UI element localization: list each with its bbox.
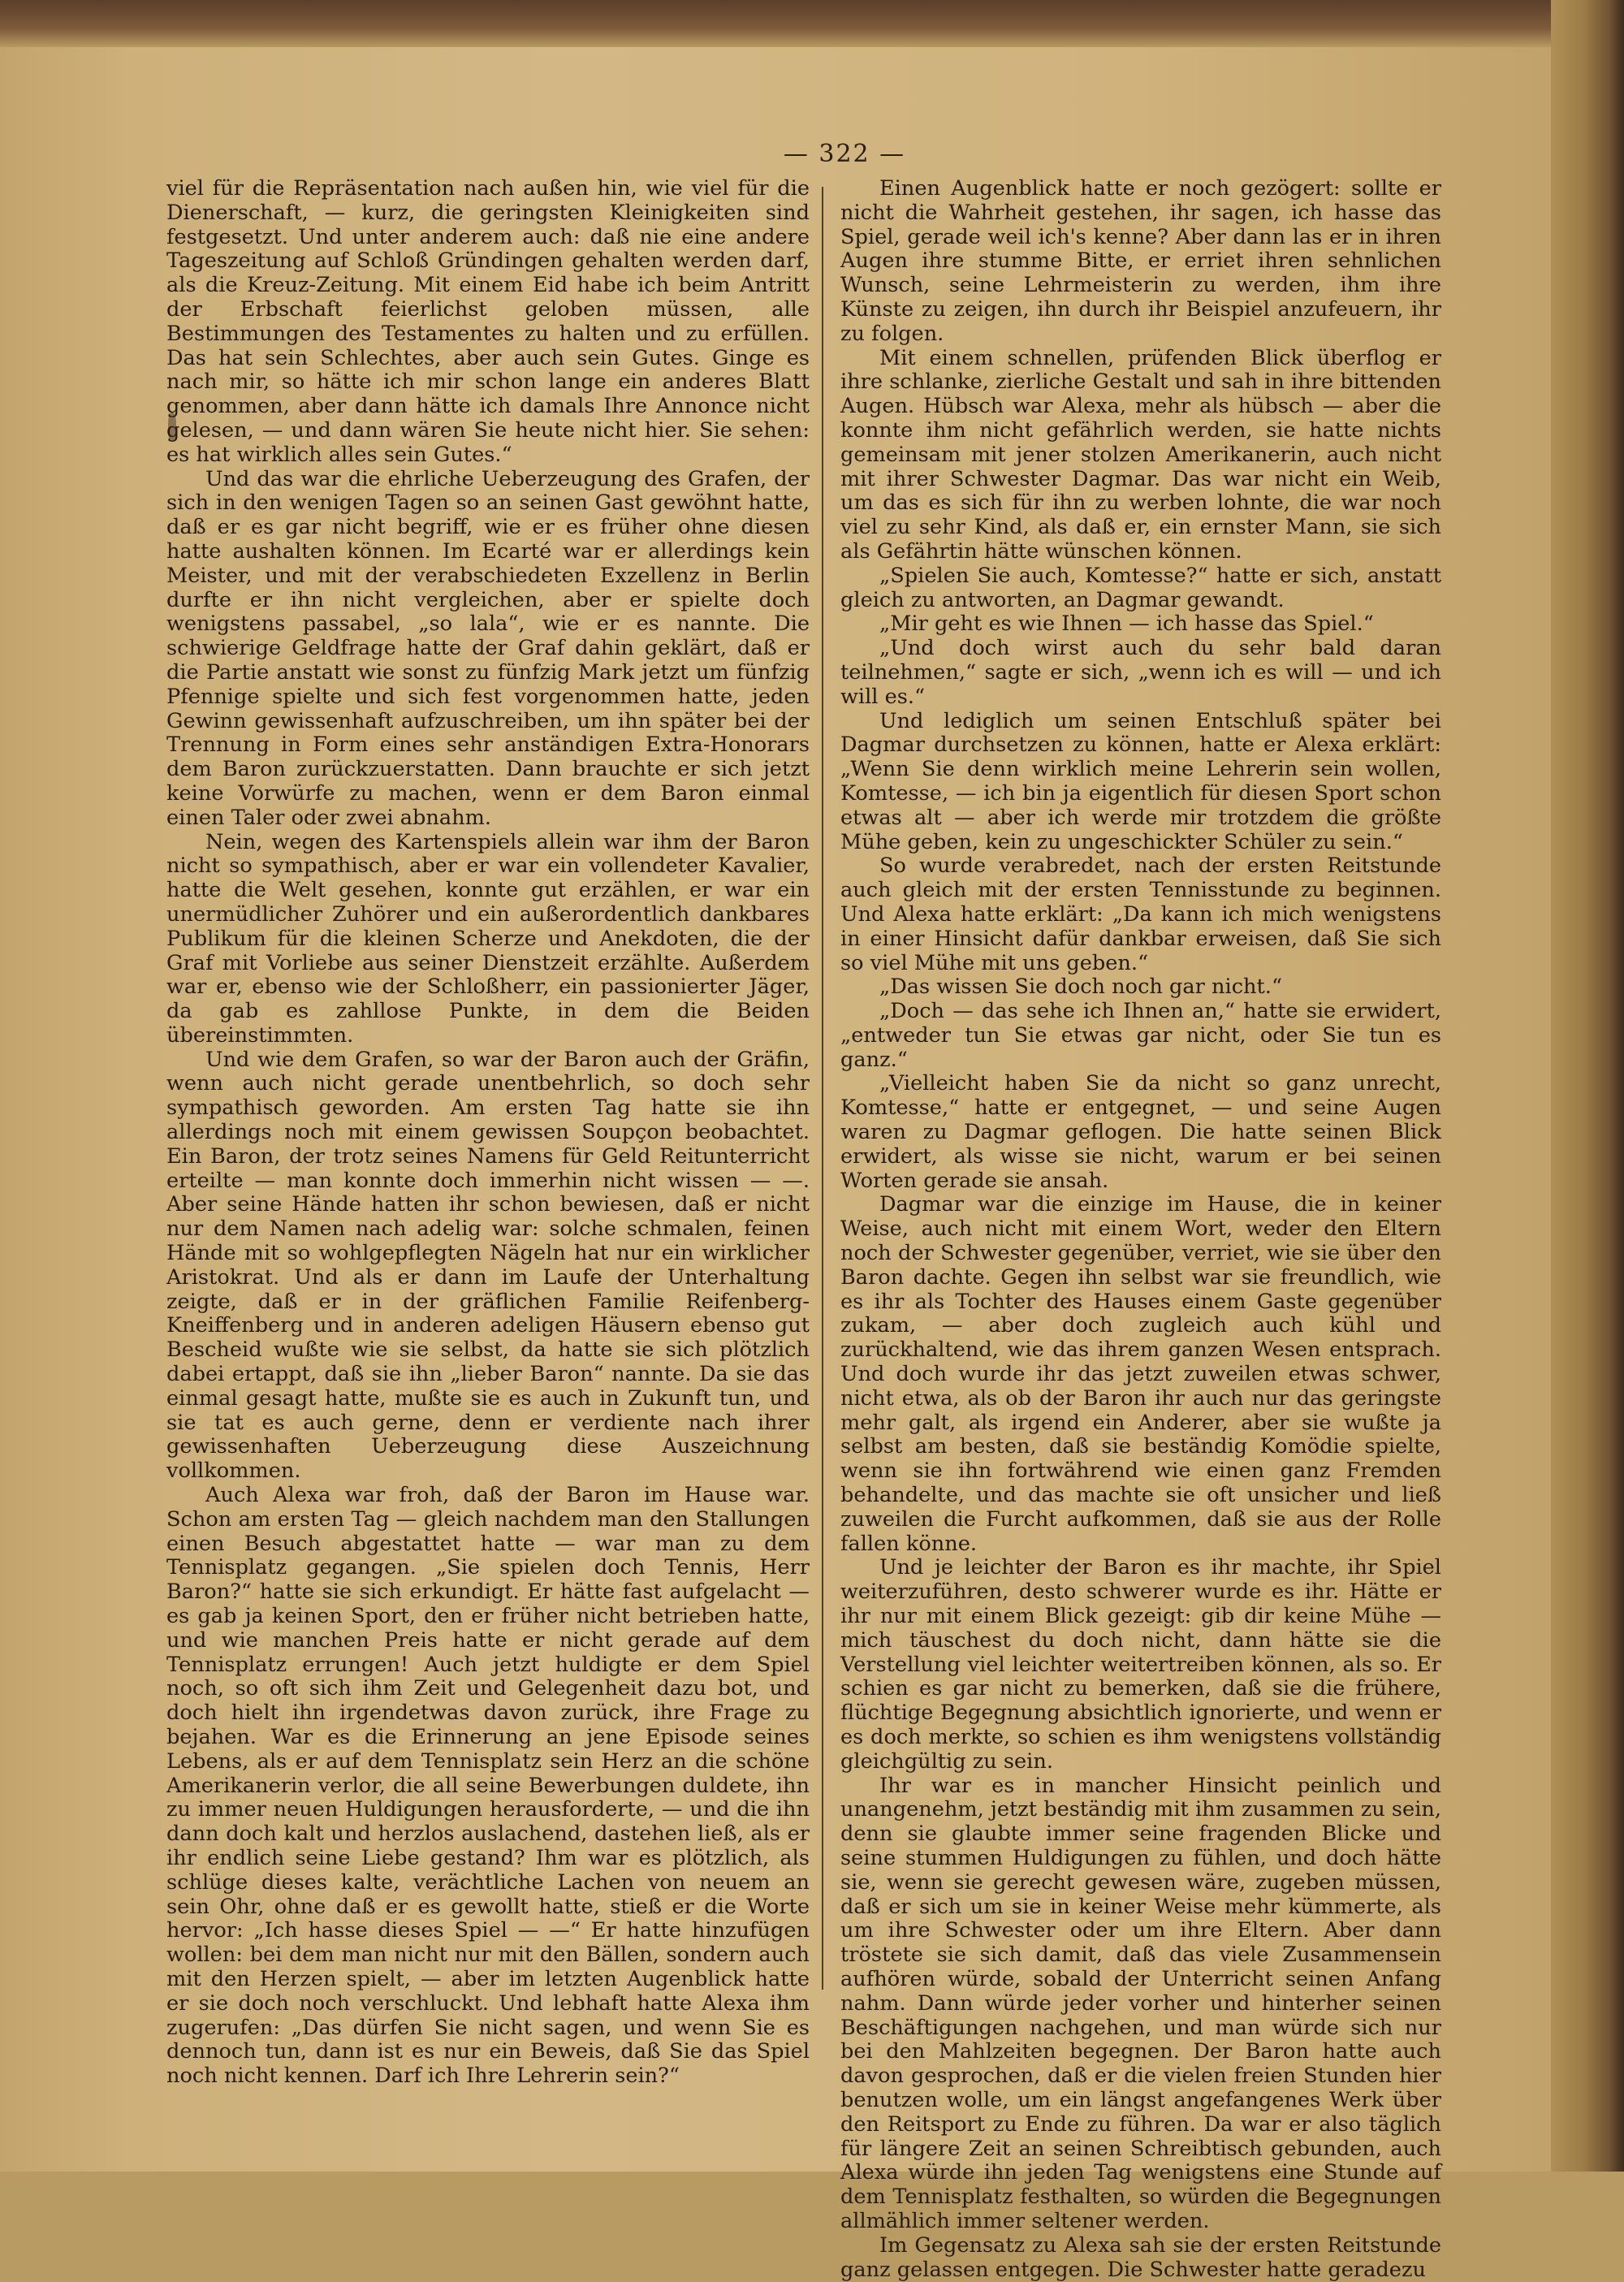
paragraph: Und wie dem Grafen, so war der Baron auch der Gräfin, wenn auch nicht gerade unentbehrlich, so doch sehr sympathisch geworden. Am ersten Tag hatte sie ihn allerdings noch mit einem gewissen Soupçon beobachtet. Ein Baron, der trotz seines Namens für Geld Reitunterricht erteilte — man konnte doch immerhin nicht wissen — —. Aber seine Hände hatten ihr schon bewiesen, daß er nicht nur dem Namen nach adelig war: solche schmalen, feinen Hände mit so wohlgepflegten Nägeln hat nur ein wirklicher Aristokrat. Und als er dann im Laufe der Unterhaltung zeigte, daß er in der gräflichen Familie Reifenberg-Kneiffenberg und in anderen adeligen Häusern ebenso gut Bescheid wußte wie sie selbst, da hatte sie sich plötzlich dabei ertappt, daß sie ihn „lieber Baron“ nannte. Da sie das einmal gesagt hatte, mußte sie es auch in Zukunft tun, und sie tat es auch gerne, denn er verdiente nach ihrer gewissenhaften Ueberzeugung diese Auszeichnung vollkommen. — [166, 1047, 810, 1484]
paragraph: Im Gegensatz zu Alexa sah sie der ersten Reitstunde ganz gelassen entgegen. Die Schwester hatte geradezu — [840, 2232, 1441, 2282]
paragraph: „Doch — das sehe ich Ihnen an,“ hatte sie erwidert, „entweder tun Sie etwas gar nicht, oder Sie tun es ganz.“ — [840, 999, 1441, 1072]
paragraph: Einen Augenblick hatte er noch gezögert: sollte er nicht die Wahrheit gestehen, ihr sagen, ich hasse das Spiel, gerade weil ich's kenne? Aber dann las er in ihren Augen ihre stumme Bitte, er erriet ihren sehnlichen Wunsch, seine Lehrmeisterin zu werden, ihm ihre Künste zu zeigen, ihn durch ihr Beispiel anzufeuern, ihr zu folgen. — [840, 176, 1441, 346]
book-gutter-edge — [1551, 0, 1624, 2172]
paragraph: Mit einem schnellen, prüfenden Blick überflog er ihre schlanke, zierliche Gestalt und sah in ihre bittenden Augen. Hübsch war Alexa, mehr als hübsch — aber die konnte ihm nicht gefährlich werden, sie hatte nichts gemeinsam mit jener stolzen Amerikanerin, auch nicht mit ihrer Schwester Dagmar. Das war nicht ein Weib, um das es sich für ihn zu werben lohnte, die war noch viel zu sehr Kind, als daß er, ein ernster Mann, sie sich als Gefährtin hätte wünschen können. — [840, 345, 1441, 564]
paragraph: Und je leichter der Baron es ihr machte, ihr Spiel weiterzuführen, desto schwerer wurde es ihr. Hätte er ihr nur mit einem Blick gezeigt: gib dir keine Mühe — mich täuschest du doch nicht, dann hätte sie die Verstellung viel leichter weitertreiben können, als so. Er schien es gar nicht zu bemerken, daß sie die frühere, flüchtige Begegnung absichtlich ignorierte, und wenn er es doch merkte, so schien es ihm wenigstens vollständig gleichgültig zu sein. — [840, 1555, 1441, 1774]
left-column — [166, 177, 810, 2089]
paragraph: So wurde verabredet, nach der ersten Reitstunde auch gleich mit der ersten Tennisstunde zu beginnen. Und Alexa hatte erklärt: „Da kann ich mich wenigstens in einer Hinsicht dafür dankbar erweisen, daß Sie sich so viel Mühe mit uns geben.“ — [840, 854, 1441, 975]
paragraph: Nein, wegen des Kartenspiels allein war ihm der Baron nicht so sympathisch, aber er war ein vollendeter Kavalier, hatte die Welt gesehen, konnte gut erzählen, er war ein unermüdlicher Zuhörer und ein außerordentlich dankbares Publikum für die kleinen Scherze und Anekdoten, die der Graf mit Vorliebe aus seiner Dienstzeit erzählte. Außerdem war er, ebenso wie der Schloßherr, ein passionierter Jäger, da gab es zahllose Punkte, in dem die Beiden übereinstimmten. — [166, 829, 810, 1048]
paragraph: „Spielen Sie auch, Komtesse?“ hatte er sich, anstatt gleich zu antworten, an Dagmar gewandt. — [840, 563, 1441, 612]
right-column — [840, 177, 1441, 2282]
paragraph: „Mir geht es wie Ihnen — ich hasse das Spiel.“ — [879, 612, 1374, 637]
column-divider — [822, 187, 823, 1990]
paragraph: Dagmar war die einzige im Hause, die in keiner Weise, auch nicht mit einem Wort, weder den Eltern noch der Schwester gegenüber, verriet, wie sie über den Baron dachte. Gegen ihn selbst war sie freundlich, wie es ihr als Tochter des Hauses einem Gaste gegenüber zukam, — aber doch zugleich auch kühl und zurückhaltend, wie das ihrem ganzen Wesen entsprach. Und doch wurde ihr das jetzt zuweilen etwas schwer, nicht etwa, als ob der Baron ihr auch nur das geringste mehr galt, als irgend ein Anderer, aber sie wußte ja selbst am besten, daß sie beständig Komödie spielte, wenn sie ihn fortwährend wie einen ganz Fremden behandelte, und das machte sie oft unsicher und ließ zuweilen die Furcht aufkommen, daß sie aus der Rolle fallen könne. — [840, 1192, 1441, 1556]
page-number-header: — 322 — — [783, 140, 906, 168]
paragraph: Auch Alexa war froh, daß der Baron im Hause war. Schon am ersten Tag — gleich nachdem man den Stallungen einen Besuch abgestattet hatte — war man zu dem Tennisplatz gegangen. „Sie spielen doch Tennis, Herr Baron?“ hatte sie sich erkundigt. Er hätte fast aufgelacht — es gab ja keinen Sport, den er früher nicht betrieben hatte, und wie manchen Preis hatte er nicht gerade auf dem Tennisplatz errungen! Auch jetzt huldigte er dem Spiel noch, so oft sich ihm Zeit und Gelegenheit dazu bot, und doch hielt ihn irgendetwas davon zurück, ihre Frage zu bejahen. War es die Erinnerung an jene Episode seines Lebens, als er auf dem Tennisplatz sein Herz an die schöne Amerikanerin verlor, die all seine Bewerbungen duldete, ihn zu immer neuen Huldigungen herausforderte, — und die ihn dann doch kalt und herzlos auslachend, dastehen ließ, als er ihr endlich seine Liebe gestand? Ihm war es plötzlich, als schlüge dieses kalte, verächtliche Lachen von neuem an sein Ohr, ohne daß er es gewollt hatte, stieß er die Worte hervor: „Ich hasse dieses Spiel — —“ Er hatte hinzufügen wollen: bei dem man nicht nur mit den Bällen, sondern auch mit den Herzen spielt, — aber im letzten Augenblick hatte er sie doch noch verschluckt. Und lebhaft hatte Alexa ihm zugerufen: „Das dürfen Sie nicht sagen, und wenn Sie es dennoch tun, dann ist es nur ein Beweis, daß Sie das Spiel noch nicht kennen. Darf ich Ihre Lehrerin sein?“ — [166, 1483, 810, 2089]
paragraph: „Und doch wirst auch du sehr bald daran teilnehmen,“ sagte er sich, „wenn ich es will — und ich will es.“ — [840, 636, 1441, 709]
paragraph: Ihr war es in mancher Hinsicht peinlich und unangenehm, jetzt beständig mit ihm zusammen zu sein, denn sie glaubte immer seine fragenden Blicke und seine stummen Huldigungen zu fühlen, und doch hätte sie, wenn sie gerecht gewesen wäre, zugeben müssen, daß er sich um sie in keiner Weise mehr kümmerte, als um ihre Schwester oder um ihre Eltern. Aber dann tröstete sie sich damit, daß das viele Zusammensein aufhören würde, sobald der Unterricht seinen Anfang nahm. Dann würde jeder vorher und hinterher seinen Beschäftigungen nachgehen, und man würde sich nur bei den Mahlzeiten begegnen. Der Baron hatte auch davon gesprochen, daß er die vielen freien Stunden hier benutzen wolle, um ein längst angefangenes Werk über den Reitsport zu Ende zu führen. Da war er also täglich für längere Zeit an seinen Schreibtisch gebunden, auch Alexa würde ihn jeden Tag wenigstens eine Stunde auf dem Tennisplatz festhalten, so würden die Begegnungen allmählich immer seltener werden. — [840, 1773, 1441, 2233]
book-top-edge — [0, 0, 1624, 47]
paragraph: Und das war die ehrliche Ueberzeugung des Grafen, der sich in den wenigen Tagen so an seinen Gast gewöhnt hatte, daß er es gar nicht begriff, wie er es früher ohne diesen hatte aushalten können. Im Ecarté war er allerdings kein Meister, und mit der verabschiedeten Exzellenz in Berlin durfte er ihn nicht vergleichen, aber er spielte doch wenigstens passabel, „so lala“, wie er es nannte. Die schwierige Geldfrage hatte der Graf dahin geklärt, daß er die Partie anstatt wie sonst zu fünfzig Mark jetzt um fünfzig Pfennige spielte und sich fest vorgenommen hatte, jeden Gewinn gewissenhaft aufzuschreiben, um ihn später bei der Trennung in Form eines sehr anständigen Extra-Honorars dem Baron zurückzuerstatten. Dann brauchte er sich jetzt keine Vorwürfe zu machen, wenn er dem Baron einmal einen Taler oder zwei abnahm. — [166, 466, 810, 830]
paragraph: „Das wissen Sie doch noch gar nicht.“ — [879, 975, 1283, 1000]
paragraph: „Vielleicht haben Sie da nicht so ganz unrecht, Komtesse,“ hatte er entgegnet, — und seine Augen waren zu Dagmar geflogen. Die hatte seinen Blick erwidert, als wisse sie nicht, warum er bei seinen Worten gerade sie ansah. — [840, 1071, 1441, 1193]
paragraph: Und lediglich um seinen Entschluß später bei Dagmar durchsetzen zu können, hatte er Alexa erklärt: „Wenn Sie denn wirklich meine Lehrerin sein wollen, Komtesse, — ich bin ja eigentlich für diesen Sport schon etwas alt — aber ich werde mir trotzdem die größte Mühe geben, kein zu ungeschickter Schüler zu sein.“ — [840, 708, 1441, 854]
paragraph: viel für die Repräsentation nach außen hin, wie viel für die Dienerschaft, — kurz, die geringsten Kleinigkeiten sind festgesetzt. Und unter anderem auch: daß nie eine andere Tageszeitung auf Schloß Gründingen gehalten werden darf, als die Kreuz-Zeitung. Mit einem Eid habe ich beim Antritt der Erbschaft feierlichst geloben müssen, alle Bestimmungen des Testamentes zu halten und zu erfüllen. Das hat sein Schlechtes, aber auch sein Gutes. Ginge es nach mir, so hätte ich mir schon lange ein anderes Blatt genommen, aber dann hätte ich damals Ihre Annonce nicht gelesen, — und dann wären Sie heute nicht hier. Sie sehen: es hat wirklich alles sein Gutes.“ — [166, 176, 810, 467]
